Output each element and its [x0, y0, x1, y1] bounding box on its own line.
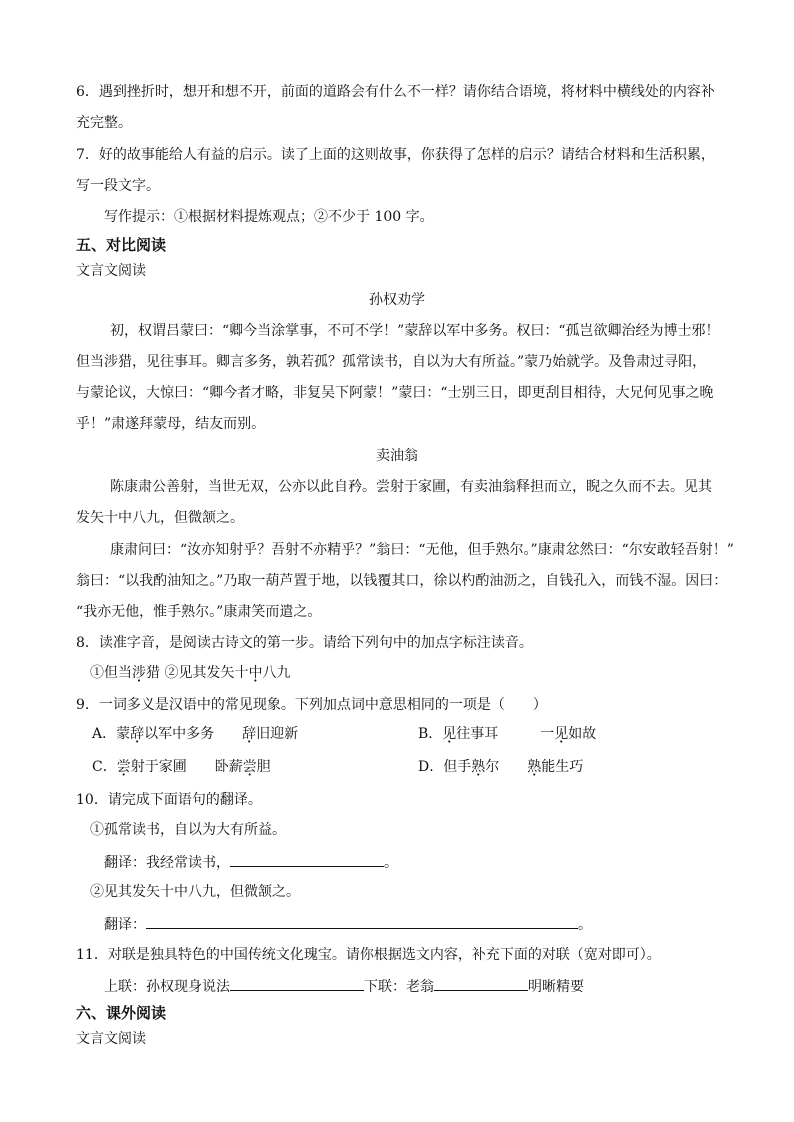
q7-writing-hint: 写作提示：①根据材料提炼观点；②不少于 100 字。	[104, 209, 434, 225]
q6-line2: 充完整。	[76, 115, 132, 131]
translation1-end: 。	[384, 855, 398, 871]
q8-item1-text: ①但当	[90, 665, 132, 681]
translation1-label: 翻译：我经常读书，	[104, 855, 230, 871]
option-c-text: C．	[92, 759, 117, 775]
q9-option-b[interactable]	[418, 724, 596, 744]
q8-item2-dotted-char: 中	[248, 665, 263, 681]
section6-title: 六、课外阅读	[76, 1004, 167, 1022]
option-a-dotted-char-2: 辞	[242, 726, 257, 742]
passage1-line1: 初，权谓吕蒙曰：“卿今当涂掌事，不可不学！”蒙辞以军中多务。权曰：“孤岂欲卿治经为博士邪！	[110, 323, 720, 339]
couplet-lower-blank[interactable]	[434, 976, 528, 991]
q8-item1-text-end: 猎	[146, 665, 165, 681]
couplet-upper: 上联：孙权现身说法	[104, 979, 230, 995]
passage2-title: 卖油翁	[376, 448, 418, 464]
passage2-para1-line2: 发矢十中八九，但微颔之。	[76, 510, 244, 526]
translation2-label: 翻译：	[104, 917, 146, 933]
q10-item1: ①孤常读书，自以为大有所益。	[90, 822, 286, 838]
q10-translation2	[104, 914, 592, 935]
option-a-dotted-char: 辞	[130, 726, 145, 742]
option-c-dotted-char-2: 尝	[242, 759, 257, 775]
couplet-lower: 下联：老翁	[364, 979, 434, 995]
q9-stem: 9．一词多义是汉语中的常见现象。下列加点词中意思相同的一项是（ ）	[76, 697, 547, 713]
translation2-blank[interactable]	[146, 914, 578, 929]
option-d-text: D．但手	[418, 759, 472, 775]
option-d-text-end: 能生巧	[541, 759, 584, 775]
q8-items	[90, 663, 290, 683]
q11-couplet	[104, 976, 584, 997]
section5-title: 五、对比阅读	[76, 236, 167, 254]
section5-subtitle: 文言文阅读	[76, 263, 146, 279]
q8-stem: 8．读准字音，是阅读古诗文的第一步。请给下列句中的加点字标注读音。	[76, 635, 533, 651]
option-b-dotted-char-2: 见	[554, 726, 569, 742]
passage1-line2: 但当涉猎，见往事耳。卿言多务，孰若孤？孤常读书，自以为大有所益。”蒙乃始就学。及鲁肃过寻阳，	[76, 354, 707, 370]
option-b-text: B．	[418, 726, 443, 742]
couplet-upper-blank[interactable]	[230, 976, 364, 991]
option-c-dotted-char: 尝	[116, 759, 131, 775]
couplet-lower-tail: 明晰精要	[528, 979, 584, 995]
q7-line2: 写一段文字。	[76, 178, 160, 194]
q9-option-c[interactable]	[92, 757, 271, 777]
passage2-para2-line1: 康肃问曰：“汝亦知射乎？吾射不亦精乎？”翁曰：“无他，但手熟尔。”康肃忿然曰：“尔安敢轻吾射！”	[110, 542, 734, 558]
section6-subtitle: 文言文阅读	[76, 1031, 146, 1047]
option-c-text-end: 胆	[256, 759, 271, 775]
translation2-end: 。	[578, 917, 592, 933]
option-a-text: A．蒙	[92, 726, 131, 742]
option-a-text-end: 旧迎新	[256, 726, 299, 742]
passage1-line3: 与蒙论议，大惊曰：“卿今者才略，非复吴下阿蒙！”蒙曰：“士别三日，即更刮目相待，大兄何见事之晚	[76, 385, 714, 401]
q8-item1-dotted-char: 涉	[132, 665, 146, 681]
option-c-text-mid: 射于家圃 卧薪	[130, 759, 243, 775]
option-d-text-mid: 尔	[485, 759, 528, 775]
translation1-blank[interactable]	[230, 852, 384, 867]
q8-item2-text: ②见其发矢十	[164, 665, 249, 681]
passage2-para2-line3: “我亦无他，惟手熟尔。”康肃笑而遣之。	[76, 604, 322, 620]
q10-translation1	[104, 852, 398, 873]
option-b-text-mid: 往事耳 一	[456, 726, 555, 742]
q11-stem: 11．对联是独具特色的中国传统文化瑰宝。请你根据选文内容，补充下面的对联（宽对即可）。	[76, 947, 661, 963]
passage2-para2-line2: 翁曰：“以我酌油知之。”乃取一葫芦置于地，以钱覆其口，徐以杓酌油沥之，自钱孔入，而钱不湿。因曰：	[76, 573, 728, 589]
q9-option-d[interactable]	[418, 757, 583, 777]
option-b-text-end: 如故	[568, 726, 597, 742]
option-a-text-mid: 以军中多务	[144, 726, 243, 742]
option-d-dotted-char: 熟	[471, 759, 486, 775]
q10-item2: ②见其发矢十中八九，但微颔之。	[90, 884, 300, 900]
q6-line1: 6．遇到挫折时，想开和想不开，前面的道路会有什么不一样？请你结合语境，将材料中横线处的内容补	[76, 84, 715, 100]
option-b-dotted-char: 见	[442, 726, 457, 742]
option-d-dotted-char-2: 熟	[527, 759, 542, 775]
passage2-para1-line1: 陈康肃公善射，当世无双，公亦以此自矜。尝射于家圃，有卖油翁释担而立，睨之久而不去。见其	[110, 479, 712, 495]
passage1-line4: 乎！”肃遂拜蒙母，结友而别。	[76, 416, 266, 432]
q8-item2-text-end: 八九	[262, 665, 291, 681]
q10-stem: 10．请完成下面语句的翻译。	[76, 792, 262, 808]
q7-line1: 7．好的故事能给人有益的启示。读了上面的这则故事，你获得了怎样的启示？请结合材料和生活积累，	[76, 147, 715, 163]
passage1-title: 孙权劝学	[369, 292, 425, 308]
q9-option-a[interactable]	[92, 724, 298, 744]
